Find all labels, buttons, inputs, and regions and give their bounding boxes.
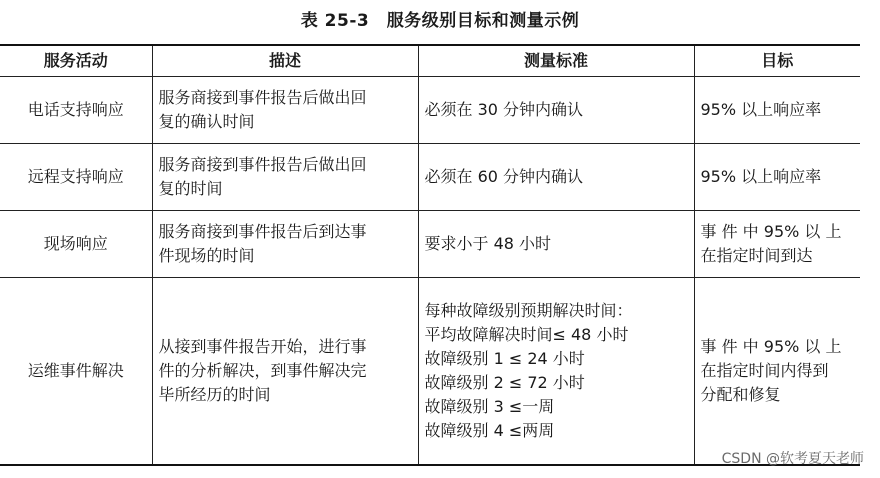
cell-text-line: 每种故障级别预期解决时间： xyxy=(424,301,633,320)
cell-target xyxy=(694,144,860,211)
cell-text-line: 分配和修复 xyxy=(700,385,781,404)
cell-text-line: 事 件 中 95% 以 上 xyxy=(700,337,842,356)
cell-text-line: 服务商接到事件报告后做出回 xyxy=(158,155,367,174)
cell-text-line: 要求小于 48 小时 xyxy=(424,234,552,253)
cell-text-line: 故障级别 2 ≤ 72 小时 xyxy=(424,373,585,392)
cell-text-line: 服务商接到事件报告后做出回 xyxy=(158,88,367,107)
cell-text-line: 毕所经历的时间 xyxy=(158,385,271,404)
cell-measure xyxy=(418,211,694,278)
cell-text-line: 在指定时间到达 xyxy=(700,246,813,265)
cell-activity: 现场响应 xyxy=(0,211,152,278)
header-target: 目标 xyxy=(694,45,860,77)
cell-target xyxy=(694,77,860,144)
cell-text-line: 平均故障解决时间≤ 48 小时 xyxy=(424,325,629,344)
table-title: 表 25-3 服务级别目标和测量示例 xyxy=(300,11,580,31)
header-measure: 测量标准 xyxy=(418,45,694,77)
cell-text-line: 必须在 30 分钟内确认 xyxy=(424,100,584,119)
cell-text-line: 服务商接到事件报告后到达事 xyxy=(158,222,367,241)
cell-description xyxy=(152,144,418,211)
service-level-table xyxy=(0,44,860,466)
cell-measure xyxy=(418,77,694,144)
cell-text-line: 故障级别 3 ≤一周 xyxy=(424,397,555,416)
cell-description xyxy=(152,211,418,278)
cell-measure xyxy=(418,144,694,211)
cell-target xyxy=(694,211,860,278)
cell-activity: 电话支持响应 xyxy=(0,77,152,144)
cell-text-line: 必须在 60 分钟内确认 xyxy=(424,167,584,186)
cell-text-line: 事 件 中 95% 以 上 xyxy=(700,222,842,241)
table-row xyxy=(0,278,860,466)
cell-text-line: 从接到事件报告开始，进行事 xyxy=(158,337,367,356)
cell-text-line: 件的分析解决，到事件解决完 xyxy=(158,361,367,380)
cell-target xyxy=(694,278,860,466)
csdn-watermark: CSDN @软考夏天老师 xyxy=(721,451,864,467)
table-row xyxy=(0,77,860,144)
table-row xyxy=(0,211,860,278)
cell-activity: 远程支持响应 xyxy=(0,144,152,211)
cell-text-line: 故障级别 4 ≤两周 xyxy=(424,421,555,440)
cell-text-line: 件现场的时间 xyxy=(158,246,255,265)
table-row xyxy=(0,144,860,211)
cell-text-line: 复的确认时间 xyxy=(158,112,255,131)
cell-text-line: 95% 以上响应率 xyxy=(700,100,822,119)
cell-text-line: 故障级别 1 ≤ 24 小时 xyxy=(424,349,585,368)
cell-text-line: 95% 以上响应率 xyxy=(700,167,822,186)
cell-activity: 运维事件解决 xyxy=(0,278,152,466)
header-description: 描述 xyxy=(152,45,418,77)
cell-description xyxy=(152,278,418,466)
cell-measure xyxy=(418,278,694,466)
cell-text-line: 复的时间 xyxy=(158,179,223,198)
table-header-row xyxy=(0,45,860,77)
header-activity: 服务活动 xyxy=(0,45,152,77)
cell-description xyxy=(152,77,418,144)
cell-text-line: 在指定时间内得到 xyxy=(700,361,829,380)
